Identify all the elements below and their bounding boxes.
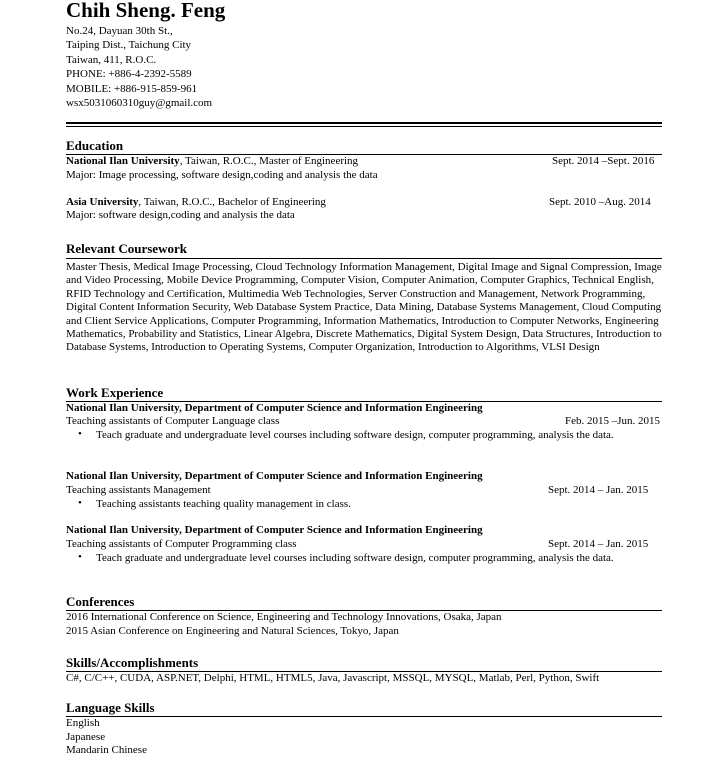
phone: PHONE: +886-4-2392-5589 <box>66 68 192 81</box>
work-org: National Ilan University, Department of Computer Science and Information Engineering <box>66 402 483 414</box>
education-entry-2 <box>66 196 326 208</box>
skills-text: C#, C/C++, CUDA, ASP.NET, Delphi, HTML, HTML5, Java, Javascript, MSSQL, MYSQL, Matlab, Perl, Python, Swift <box>66 672 600 684</box>
work-role: Teaching assistants of Computer Language class <box>66 415 280 427</box>
work-date: Sept. 2014 – Jan. 2015 <box>548 484 649 496</box>
header-rule-bottom <box>66 126 662 127</box>
coursework-title: Relevant Coursework <box>66 241 187 256</box>
language-item: English <box>66 717 100 729</box>
work-date: Sept. 2014 – Jan. 2015 <box>548 538 649 550</box>
candidate-name: Chih Sheng. Feng <box>66 0 226 22</box>
bullet-icon: • <box>78 551 82 563</box>
conferences-list <box>66 611 502 638</box>
work-role: Teaching assistants of Computer Programming class <box>66 538 297 550</box>
bullet-icon: • <box>78 428 82 440</box>
work-bullet: Teach graduate and undergraduate level courses including software design, computer programming, analysis the data. <box>96 552 614 564</box>
school-name: Asia University <box>66 196 139 208</box>
education-date: Sept. 2014 –Sept. 2016 <box>552 155 655 167</box>
contact-block <box>66 24 212 110</box>
work-org: National Ilan University, Department of Computer Science and Information Engineering <box>66 470 483 482</box>
education-entry-1 <box>66 155 358 167</box>
bullet-icon: • <box>78 497 82 509</box>
education-major: Major: software design,coding and analysis the data <box>66 209 295 221</box>
education-major: Major: Image processing, software design,coding and analysis the data <box>66 169 378 181</box>
school-name: National Ilan University <box>66 155 180 167</box>
address-line-2: Taiping Dist., Taichung City <box>66 39 192 52</box>
conference-item: 2015 Asian Conference on Engineering and Natural Sciences, Tokyo, Japan <box>66 624 399 637</box>
work-date: Feb. 2015 –Jun. 2015 <box>565 415 661 427</box>
work-role: Teaching assistants Management <box>66 484 211 496</box>
coursework-rule <box>66 258 662 259</box>
address-line-3: Taiwan, 411, R.O.C. <box>66 53 157 66</box>
skills-title: Skills/Accomplishments <box>66 655 199 670</box>
degree: , Taiwan, R.O.C., Bachelor of Engineering <box>138 196 326 208</box>
work-title: Work Experience <box>66 385 164 400</box>
coursework-text: Master Thesis, Medical Image Processing, Cloud Technology Information Management, Digital Image and Signal Compression, Image and Video Processing, Mobile Device Programming, Computer Vision, Computer Animation, Computer Graphics, Technical English, RFID Technology and Certification, Multimedia Web Technologies, Server Construction and Management, Network Programming, Digital Content Information Security, Web Database System Practice, Data Mining, Database Systems Management, Cloud Computing and Client Service Applications, Computer Programming, Information Mathematics, Introduction to Computer Networks, Engineering Mathematics, Probability and Statistics, Linear Algebra, Discrete Mathematics, Digital System Design, Data Structures, Introduction to Database Systems, Introduction to Operating Systems, Computer Organization, Introduction to Algorithms, VLSI Design <box>66 261 662 354</box>
header-rule-top <box>66 122 662 124</box>
work-org: National Ilan University, Department of Computer Science and Information Engineering <box>66 524 483 536</box>
email: wsx5031060310guy@gmail.com <box>66 97 213 110</box>
languages-rule <box>66 716 662 717</box>
languages-title: Language Skills <box>66 700 155 715</box>
mobile: MOBILE: +886-915-859-961 <box>66 82 198 95</box>
education-title: Education <box>66 138 124 153</box>
language-item: Japanese <box>66 730 106 743</box>
education-date: Sept. 2010 –Aug. 2014 <box>549 196 651 208</box>
conference-item: 2016 International Conference on Science, Engineering and Technology Innovations, Osaka, Japan <box>66 611 502 623</box>
languages-list <box>66 717 147 758</box>
address-line-1: No.24, Dayuan 30th St., <box>66 25 173 37</box>
degree: , Taiwan, R.O.C., Master of Engineering <box>179 155 359 167</box>
work-bullet: Teaching assistants teaching quality management in class. <box>96 498 351 510</box>
language-item: Mandarin Chinese <box>66 744 147 756</box>
work-bullet: Teach graduate and undergraduate level courses including software design, computer programming, analysis the data. <box>96 429 614 441</box>
conferences-title: Conferences <box>66 594 135 609</box>
